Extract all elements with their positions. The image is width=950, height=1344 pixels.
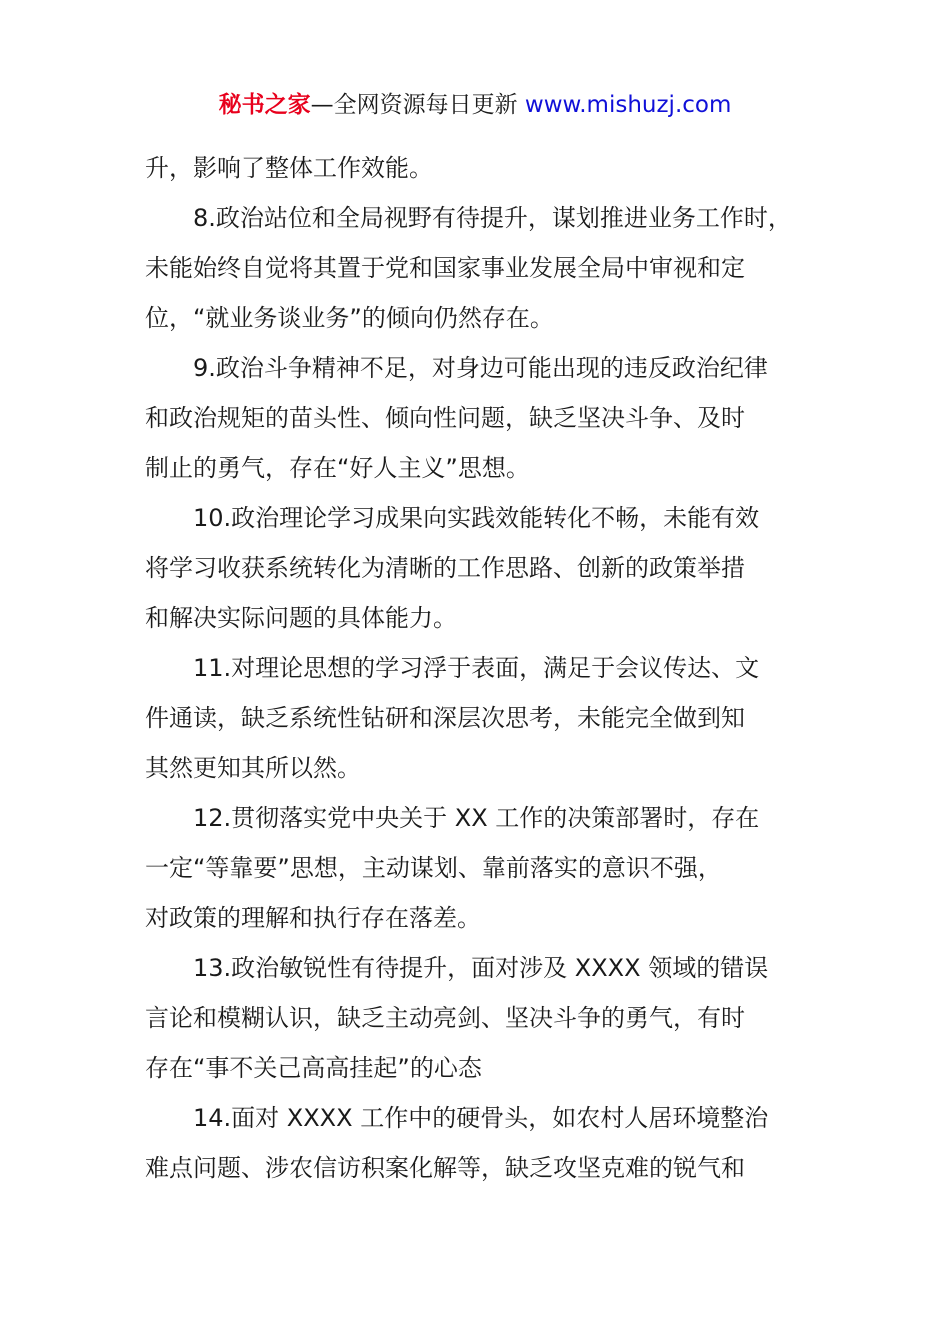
paragraph xyxy=(145,193,813,343)
text-line: 9.政治斗争精神不足，对身边可能出现的违反政治纪律 xyxy=(193,354,768,382)
text-line: 言论和模糊认识，缺乏主动亮剑、坚决斗争的勇气，有时 xyxy=(145,1004,745,1032)
document-body xyxy=(145,143,813,1193)
text-line: 未能始终自觉将其置于党和国家事业发展全局中审视和定 xyxy=(145,254,745,282)
paragraph xyxy=(145,143,813,193)
paragraph xyxy=(145,793,813,943)
paragraph xyxy=(145,343,813,493)
header-brand: 秘书之家 xyxy=(218,92,311,118)
text-line: 其然更知其所以然。 xyxy=(145,754,361,782)
text-line: 10.政治理论学习成果向实践效能转化不畅，未能有效 xyxy=(193,504,760,532)
text-line: 12.贯彻落实党中央关于 XX 工作的决策部署时，存在 xyxy=(193,804,760,832)
text-line: 和政治规矩的苗头性、倾向性问题，缺乏坚决斗争、及时 xyxy=(145,404,745,432)
text-line: 存在“事不关己高高挂起”的心态 xyxy=(145,1054,482,1082)
header-url[interactable]: www.mishuzj.com xyxy=(524,92,732,118)
page-header xyxy=(0,88,950,122)
text-line: 将学习收获系统转化为清晰的工作思路、创新的政策举措 xyxy=(145,554,745,582)
text-line: 升，影响了整体工作效能。 xyxy=(145,154,433,182)
paragraph xyxy=(145,643,813,793)
paragraph xyxy=(145,493,813,643)
text-line: 14.面对 XXXX 工作中的硬骨头，如农村人居环境整治 xyxy=(193,1104,769,1132)
text-line: 11.对理论思想的学习浮于表面，满足于会议传达、文 xyxy=(193,654,760,682)
text-line: 和解决实际问题的具体能力。 xyxy=(145,604,457,632)
paragraph xyxy=(145,1093,813,1193)
text-line: 件通读，缺乏系统性钻研和深层次思考，未能完全做到知 xyxy=(145,704,745,732)
text-line: 13.政治敏锐性有待提升，面对涉及 XXXX 领域的错误 xyxy=(193,954,769,982)
paragraph xyxy=(145,943,813,1093)
text-line: 位，“就业务谈业务”的倾向仍然存在。 xyxy=(145,304,554,332)
text-line: 一定“等靠要”思想，主动谋划、靠前落实的意识不强， xyxy=(145,854,722,882)
text-line: 制止的勇气，存在“好人主义”思想。 xyxy=(145,454,530,482)
header-tagline: —全网资源每日更新 xyxy=(310,92,525,118)
text-line: 8.政治站位和全局视野有待提升，谋划推进业务工作时， xyxy=(193,204,792,232)
text-line: 难点问题、涉农信访积案化解等，缺乏攻坚克难的锐气和 xyxy=(145,1154,745,1182)
text-line: 对政策的理解和执行存在落差。 xyxy=(145,904,481,932)
